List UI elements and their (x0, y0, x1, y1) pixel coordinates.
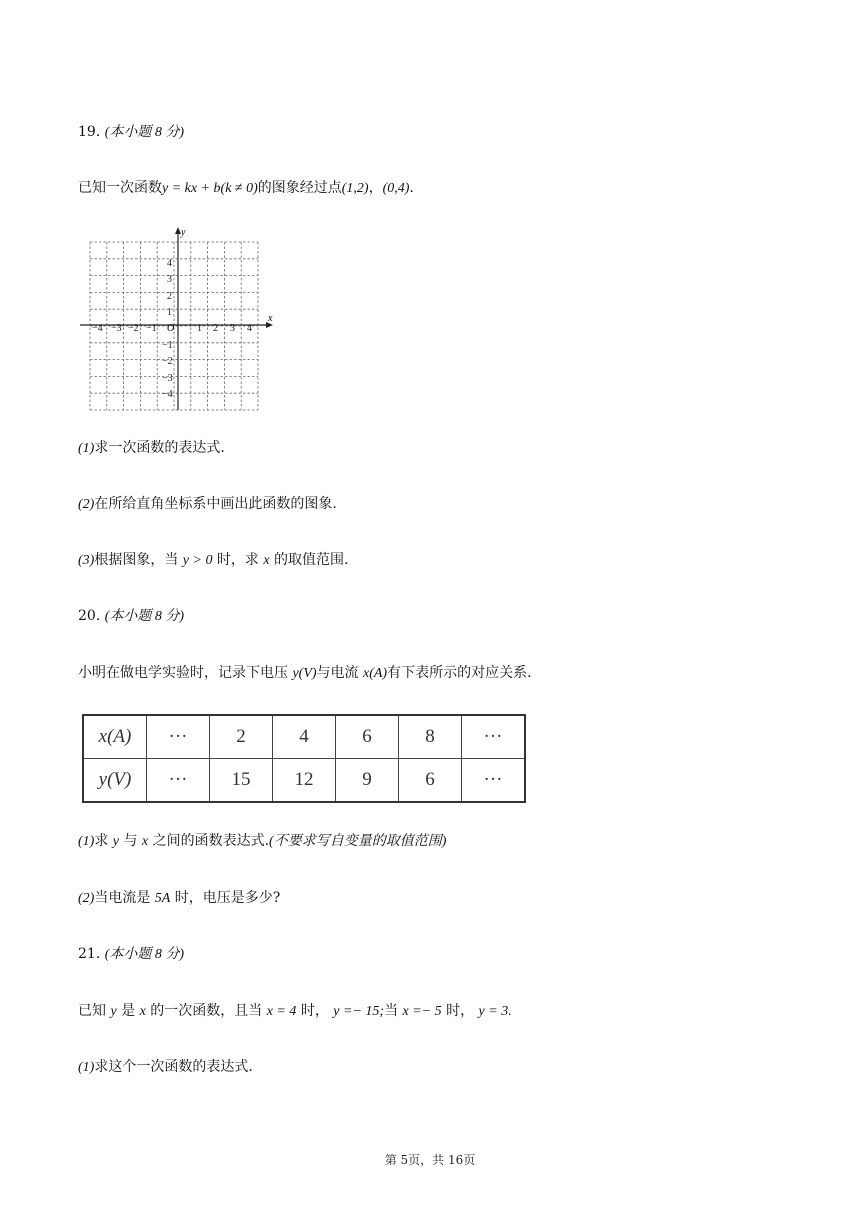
table-row (83, 715, 525, 759)
table-row (83, 759, 525, 803)
table-cell: 6 (399, 759, 462, 803)
q19-stem: 已知一次函数y = kx + b(k ≠ 0)的图象经过点(1,2)，(0,4). (78, 180, 414, 196)
x-tick-label: 2 (213, 323, 218, 334)
table-cell: ··· (147, 759, 210, 803)
y-tick-label: −1 (162, 340, 173, 351)
q20-part2: (2)当电流是 5A 时，电压是多少? (78, 890, 281, 906)
x-axis-label: x (268, 313, 273, 324)
table-cell: ··· (462, 759, 526, 803)
x-tick-label: 4 (247, 323, 252, 334)
x-tick-label: 1 (197, 323, 202, 334)
row-header-x: x(A) (83, 715, 147, 759)
table-cell: 6 (336, 715, 399, 759)
table-cell: 9 (336, 759, 399, 803)
q20-part1: (1)求 y 与 x 之间的函数表达式.(不要求写自变量的取值范围) (78, 833, 447, 849)
x-tick-label: −4 (92, 323, 103, 334)
table-cell: 4 (273, 715, 336, 759)
q19-part1: (1)求一次函数的表达式. (78, 440, 225, 456)
row-header-y: y(V) (83, 759, 147, 803)
table-cell: 12 (273, 759, 336, 803)
q19-part2: (2)在所给直角坐标系中画出此函数的图象. (78, 496, 337, 512)
y-axis-label: y (181, 227, 186, 238)
y-tick-label: −3 (162, 373, 173, 384)
page-footer: 第 5页，共 16页 (384, 1153, 476, 1167)
y-tick-label: −4 (162, 389, 173, 400)
current-voltage-table (82, 714, 526, 803)
y-tick-label: 1 (167, 307, 172, 318)
q21-stem: 已知 y 是 x 的一次函数，且当 x = 4 时， y =− 15;当 x =− 5 时， y = 3. (78, 1003, 512, 1019)
table-cell: 8 (399, 715, 462, 759)
q21-header: 21. (本小题 8 分) (78, 946, 185, 962)
y-tick-label: 2 (167, 291, 172, 302)
table-cell: 2 (210, 715, 273, 759)
y-tick-label: −2 (162, 356, 173, 367)
q19-header: 19. (本小题 8 分) (78, 124, 185, 140)
y-tick-label: 3 (167, 274, 172, 285)
q20-stem: 小明在做电学实验时，记录下电压 y(V)与电流 x(A)有下表所示的对应关系. (78, 665, 532, 681)
table-cell: ··· (462, 715, 526, 759)
q19-part3: (3)根据图象，当 y > 0 时，求 x 的取值范围. (78, 552, 349, 568)
coordinate-grid-figure (78, 224, 278, 412)
x-tick-label: −1 (146, 323, 157, 334)
q20-header: 20. (本小题 8 分) (78, 608, 185, 624)
table-cell: ··· (147, 715, 210, 759)
table-cell: 15 (210, 759, 273, 803)
x-tick-label: −2 (128, 323, 139, 334)
y-tick-label: 4 (167, 258, 172, 269)
origin-label: O (167, 323, 175, 334)
x-tick-label: −3 (111, 323, 122, 334)
x-tick-label: 3 (230, 323, 235, 334)
q21-part1: (1)求这个一次函数的表达式. (78, 1059, 253, 1075)
